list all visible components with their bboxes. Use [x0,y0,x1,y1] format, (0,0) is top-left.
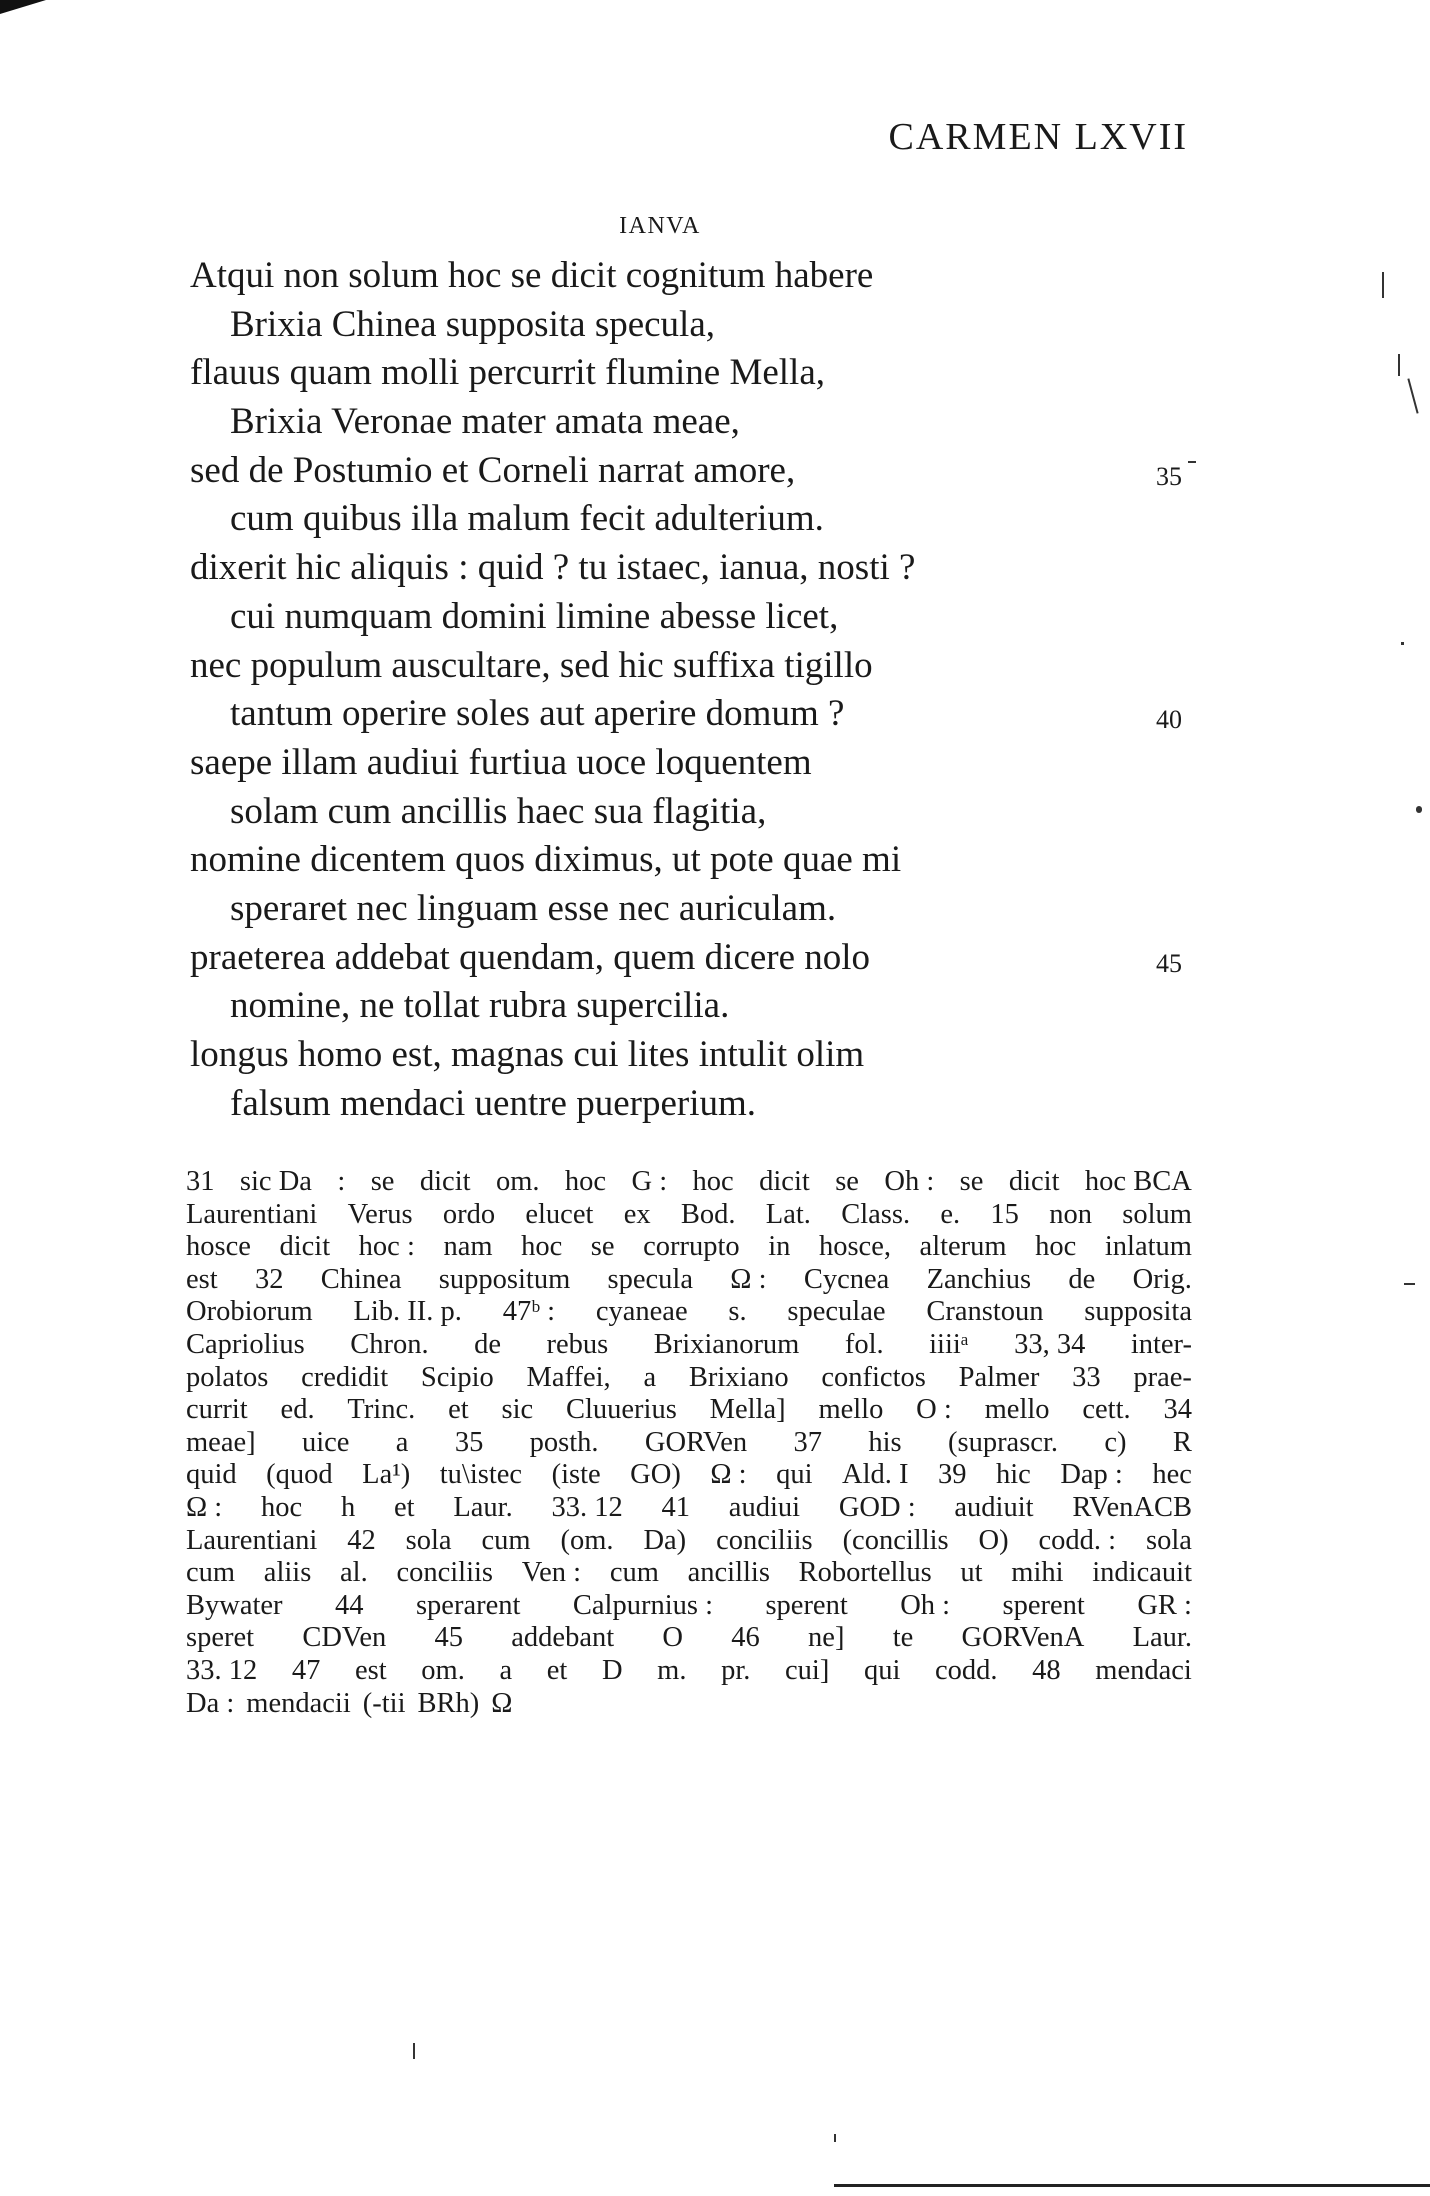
apparatus-word: alterum [919,1231,1007,1263]
apparatus-word: 47ᵇ : [502,1296,556,1328]
apparatus-word: 45 [434,1622,464,1654]
apparatus-line [186,1655,1192,1688]
apparatus-word: s. [728,1296,747,1328]
apparatus-word: Da) [643,1524,687,1556]
apparatus-word: Cycnea [803,1263,890,1295]
apparatus-word: O) [978,1524,1009,1556]
verse-line [190,544,1190,593]
apparatus-line [186,1688,1192,1721]
apparatus-word: Chinea [320,1263,402,1295]
running-head: CARMEN LXVII [888,116,1188,158]
apparatus-word: Oh : [884,1166,935,1197]
apparatus-word: elucet [525,1198,594,1230]
verse-line [190,1031,1190,1080]
apparatus-word: Orig. [1132,1263,1192,1295]
apparatus-word: cum [609,1557,659,1589]
verse-text: Brixia Chinea supposita specula, [230,303,716,345]
apparatus-word: speret [186,1622,255,1654]
scan-speck [1404,1283,1415,1285]
verse-text: dixerit hic aliquis : quid ? tu istaec, ianua, nosti ? [190,547,916,589]
apparatus-word: 47 [291,1654,321,1686]
apparatus-word: (suprascr. [947,1426,1058,1458]
apparatus-word: se [835,1166,859,1197]
apparatus-word: 33. 12 [186,1654,258,1686]
apparatus-word: D [601,1654,623,1686]
apparatus-word: tu\istec [439,1459,523,1491]
apparatus-word: Lat. [765,1198,811,1230]
apparatus-line [186,1231,1192,1264]
apparatus-word: Scipio [420,1361,494,1393]
apparatus-word: 31 [186,1166,215,1197]
verse-line [190,739,1190,788]
apparatus-word: ancillis [687,1557,770,1589]
apparatus-word: 32 [254,1263,284,1295]
apparatus-word: GORVenA [961,1622,1085,1654]
apparatus-line [186,1557,1192,1590]
critical-apparatus [186,1166,1192,1720]
apparatus-word: R [1172,1426,1192,1458]
apparatus-word: hic [995,1459,1031,1491]
apparatus-word: Oh : [900,1589,951,1621]
verse-text: Atqui non solum hoc se dicit cognitum habere [190,255,874,296]
verse-text: solam cum ancillis haec sua flagitia, [230,790,767,832]
apparatus-word: Laur. [1132,1622,1192,1654]
apparatus-word: hoc [1035,1231,1077,1263]
apparatus-word: cum [186,1557,236,1589]
apparatus-line [186,1459,1192,1492]
verse-text: cum quibus illa malum fecit adulterium. [230,498,824,540]
verse-line [190,982,1190,1031]
apparatus-word: polatos [186,1361,269,1393]
verse-line [190,690,1190,739]
apparatus-word: solum [1122,1198,1192,1230]
apparatus-word: de [1068,1263,1096,1295]
apparatus-word: sola [405,1524,452,1556]
apparatus-word: Verus [347,1198,413,1230]
apparatus-word: Ω : [186,1491,223,1523]
verse-text: nec populum auscultare, sed hic suffixa tigillo [190,644,873,686]
apparatus-word: a [643,1361,657,1393]
apparatus-word: Laurentiani [186,1198,318,1230]
corner-mark [0,0,46,14]
apparatus-word: aliis [263,1557,312,1589]
apparatus-word: inter- [1130,1328,1192,1360]
apparatus-word: currit [186,1394,248,1426]
apparatus-line [186,1199,1192,1232]
verse-line [190,934,1190,983]
verse-text: longus homo est, magnas cui lites intulit olim [190,1034,865,1075]
apparatus-word: confictos [821,1361,926,1393]
apparatus-word: Mella] [709,1394,786,1426]
apparatus-word: conciliis [716,1524,813,1556]
apparatus-word: et [448,1394,469,1426]
verse-text: nomine, ne tollat rubra supercilia. [230,985,730,1027]
apparatus-word: meae] [186,1426,256,1458]
apparatus-word: et [393,1491,415,1523]
apparatus-word: Palmer [958,1361,1040,1393]
apparatus-word: al. [340,1557,368,1589]
apparatus-word: audiui [728,1491,801,1523]
apparatus-word: hoc : [358,1231,415,1263]
verse-line [190,1080,1190,1129]
apparatus-word: O : [916,1394,952,1426]
apparatus-word: hoc [261,1491,303,1523]
apparatus-word: (iste [551,1459,601,1491]
apparatus-word: om. [421,1654,465,1686]
verse-line [190,836,1190,885]
apparatus-word: 41 [661,1491,691,1523]
scan-speck [1382,272,1384,298]
apparatus-word: 33 [1072,1361,1101,1393]
apparatus-word: om. [495,1166,540,1197]
line-number: 35 [1156,461,1182,491]
apparatus-word: cum [481,1524,531,1556]
apparatus-word: La¹) [362,1459,411,1491]
apparatus-word: de [474,1328,501,1360]
apparatus-line [186,1492,1192,1525]
verse-line [190,301,1190,350]
apparatus-word: sic [501,1394,534,1426]
apparatus-word: Capriolius [186,1328,305,1360]
scan-speck [413,2043,415,2059]
apparatus-word: credidit [301,1361,389,1393]
apparatus-line [186,1296,1192,1329]
apparatus-word: posth. [529,1426,599,1458]
apparatus-word: hoc [692,1166,734,1197]
apparatus-line [186,1427,1192,1460]
verse-text: Brixia Veronae mater amata meae, [230,401,740,443]
apparatus-word: prae- [1133,1361,1192,1393]
apparatus-word: sola [1146,1524,1192,1556]
apparatus-word: Laurentiani [186,1524,318,1556]
scan-speck [834,2134,836,2142]
apparatus-word: Ven : [521,1557,582,1589]
apparatus-line [186,1166,1192,1199]
apparatus-word: Trinc. [347,1394,416,1426]
apparatus-word: Bywater [186,1589,283,1621]
apparatus-word: Dap : [1060,1459,1123,1491]
apparatus-word: se [370,1166,395,1197]
apparatus-line [186,1622,1192,1655]
verse-text: sed de Postumio et Corneli narrat amore, [190,449,796,491]
apparatus-word: Class. [841,1198,911,1230]
poem [190,252,1190,1128]
apparatus-word: (concillis [842,1524,949,1556]
apparatus-word: ordo [442,1198,496,1230]
apparatus-word: Brixiano [688,1361,789,1393]
apparatus-word: ut [960,1557,983,1589]
apparatus-word: dicit [759,1166,810,1197]
verse-text: tantum operire soles aut aperire domum ? [230,693,845,735]
apparatus-word: suppositum [438,1263,571,1295]
apparatus-word: Calpurnius : [572,1589,713,1621]
apparatus-word: addebant [511,1622,615,1654]
apparatus-word: 15 [990,1198,1019,1230]
apparatus-word: c) [1104,1426,1127,1458]
verse-text: cui numquam domini limine abesse licet, [230,595,839,637]
apparatus-word: codd. : [1038,1524,1117,1556]
apparatus-word: (quod [266,1459,333,1491]
apparatus-word: rebus [546,1328,609,1360]
apparatus-word: 46 [731,1622,760,1654]
apparatus-word: 39 [937,1459,967,1491]
apparatus-word: Ω : [710,1459,747,1491]
apparatus-word: nam [443,1231,493,1263]
verse-text: saepe illam audiui furtiua uoce loquentem [190,741,812,783]
apparatus-word: 33, 34 [1014,1328,1086,1360]
apparatus-word: Robortellus [798,1557,932,1589]
apparatus-word: fol. [844,1328,884,1360]
apparatus-word: sperent [765,1589,848,1621]
apparatus-word: et [546,1654,568,1686]
apparatus-word: sperent [1002,1589,1085,1621]
apparatus-line [186,1394,1192,1427]
verse-line [190,398,1190,447]
apparatus-word: O [662,1622,684,1654]
apparatus-word: qui [776,1459,813,1491]
apparatus-word: se [959,1166,984,1197]
apparatus-word: indicauit [1092,1557,1192,1589]
verse-line [190,349,1190,398]
apparatus-word: mendaci [1095,1654,1192,1686]
apparatus-word: hosce, [818,1231,891,1263]
verse-text: falsum mendaci uentre puerperium. [230,1082,757,1124]
apparatus-word: Ω : [730,1263,767,1295]
apparatus-word: cett. [1082,1394,1131,1426]
apparatus-word: inlatum [1104,1231,1192,1263]
bottom-rule [834,2184,1430,2187]
apparatus-word: sperarent [415,1589,521,1621]
apparatus-word: 34 [1163,1394,1192,1426]
speaker-label: IANVA [619,213,701,239]
apparatus-word: te [892,1622,914,1654]
apparatus-word: : [337,1166,346,1197]
apparatus-word: hec [1152,1459,1192,1491]
apparatus-word: hoc BCA [1084,1166,1192,1197]
verse-line [190,495,1190,544]
verse-line [190,885,1190,934]
verse-line [190,447,1190,496]
apparatus-word: GORVen [644,1426,748,1458]
scan-speck [1188,461,1196,463]
apparatus-word: 35 [454,1426,484,1458]
apparatus-word: corrupto [643,1231,740,1263]
apparatus-word: Maffei, [526,1361,611,1393]
apparatus-word: Chron. [350,1328,429,1360]
apparatus-word: hosce [186,1231,251,1263]
apparatus-word: Laur. [453,1491,513,1523]
apparatus-line [186,1264,1192,1297]
apparatus-word: uice [301,1426,350,1458]
apparatus-word: his [868,1426,902,1458]
apparatus-word: est [355,1654,387,1686]
apparatus-word: 37 [793,1426,822,1458]
apparatus-word: Ω [491,1687,513,1719]
apparatus-word: hoc [564,1166,607,1197]
apparatus-word: dicit [1008,1166,1060,1197]
scan-speck [1416,806,1422,813]
scan-speck [1398,354,1400,376]
verse-text: speraret nec linguam esse nec auriculam. [230,887,837,929]
apparatus-word: Ald. I [841,1459,909,1491]
apparatus-word: a [499,1654,513,1686]
apparatus-word: BRh) [417,1687,480,1719]
apparatus-word: in [768,1231,791,1263]
apparatus-word: supposita [1084,1296,1192,1328]
apparatus-word: specula [607,1263,693,1295]
apparatus-word: 33. 12 [551,1491,623,1523]
verse-line [190,252,1190,301]
apparatus-word: a [395,1426,409,1458]
apparatus-word: (-tii [362,1687,406,1719]
apparatus-word: 48 [1032,1654,1061,1686]
apparatus-word: se [590,1231,615,1263]
line-number: 45 [1156,948,1182,978]
apparatus-word: GO) [630,1459,681,1491]
apparatus-word: mendacii [246,1687,351,1719]
apparatus-word: mello [818,1394,884,1426]
apparatus-word: Brixianorum [653,1328,800,1360]
apparatus-word: e. [940,1198,961,1230]
apparatus-line [186,1329,1192,1362]
apparatus-word: Cranstoun [926,1296,1044,1328]
scan-speck [1407,378,1418,413]
apparatus-word: mihi [1011,1557,1064,1589]
apparatus-line [186,1525,1192,1558]
apparatus-word: Orobiorum [186,1296,313,1328]
apparatus-word: Zanchius [926,1263,1032,1295]
apparatus-line [186,1590,1192,1623]
apparatus-word: speculae [787,1296,886,1328]
apparatus-word: hoc [521,1231,563,1263]
apparatus-word: m. [657,1654,687,1686]
apparatus-word: sic Da [239,1166,312,1197]
verse-line [190,642,1190,691]
apparatus-word: pr. [721,1654,751,1686]
apparatus-word: (om. [560,1524,614,1556]
apparatus-word: iiiiᵃ [929,1328,969,1360]
apparatus-word: GR : [1137,1589,1192,1621]
apparatus-word: conciliis [396,1557,494,1589]
apparatus-word: audiuit [954,1491,1034,1523]
apparatus-word: 44 [335,1589,364,1621]
apparatus-word: dicit [279,1231,331,1263]
verse-text: nomine dicentem quos diximus, ut pote quae mi [190,839,902,881]
verse-text: praeterea addebat quendam, quem dicere nolo [190,936,871,978]
apparatus-word: Bod. [680,1198,736,1230]
apparatus-word: cyaneae [595,1296,688,1328]
apparatus-word: Lib. II. p. [353,1296,462,1328]
apparatus-word: mello [984,1394,1050,1426]
apparatus-word: cui] [785,1654,830,1686]
apparatus-word: ed. [280,1394,315,1426]
apparatus-word: Da : [186,1687,235,1719]
apparatus-word: GOD : [838,1491,916,1523]
apparatus-word: dicit [419,1166,471,1197]
apparatus-word: ex [623,1198,651,1230]
apparatus-word: quid [186,1459,237,1491]
apparatus-word: non [1049,1198,1092,1230]
apparatus-word: 42 [347,1524,376,1556]
apparatus-word: h [340,1491,356,1523]
apparatus-word: G : [631,1166,668,1197]
apparatus-word: qui [863,1654,901,1686]
apparatus-word: RVenACB [1072,1491,1192,1523]
line-number: 40 [1156,705,1182,735]
scan-speck [1401,642,1404,645]
apparatus-word: Cluuerius [565,1394,677,1426]
verse-text: flauus quam molli percurrit flumine Mella, [190,352,825,394]
apparatus-word: est [186,1263,218,1295]
apparatus-word: ne] [808,1622,845,1654]
apparatus-line [186,1362,1192,1395]
apparatus-word: codd. [935,1654,998,1686]
apparatus-word: CDVen [302,1622,387,1654]
verse-line [190,593,1190,642]
verse-line [190,788,1190,837]
